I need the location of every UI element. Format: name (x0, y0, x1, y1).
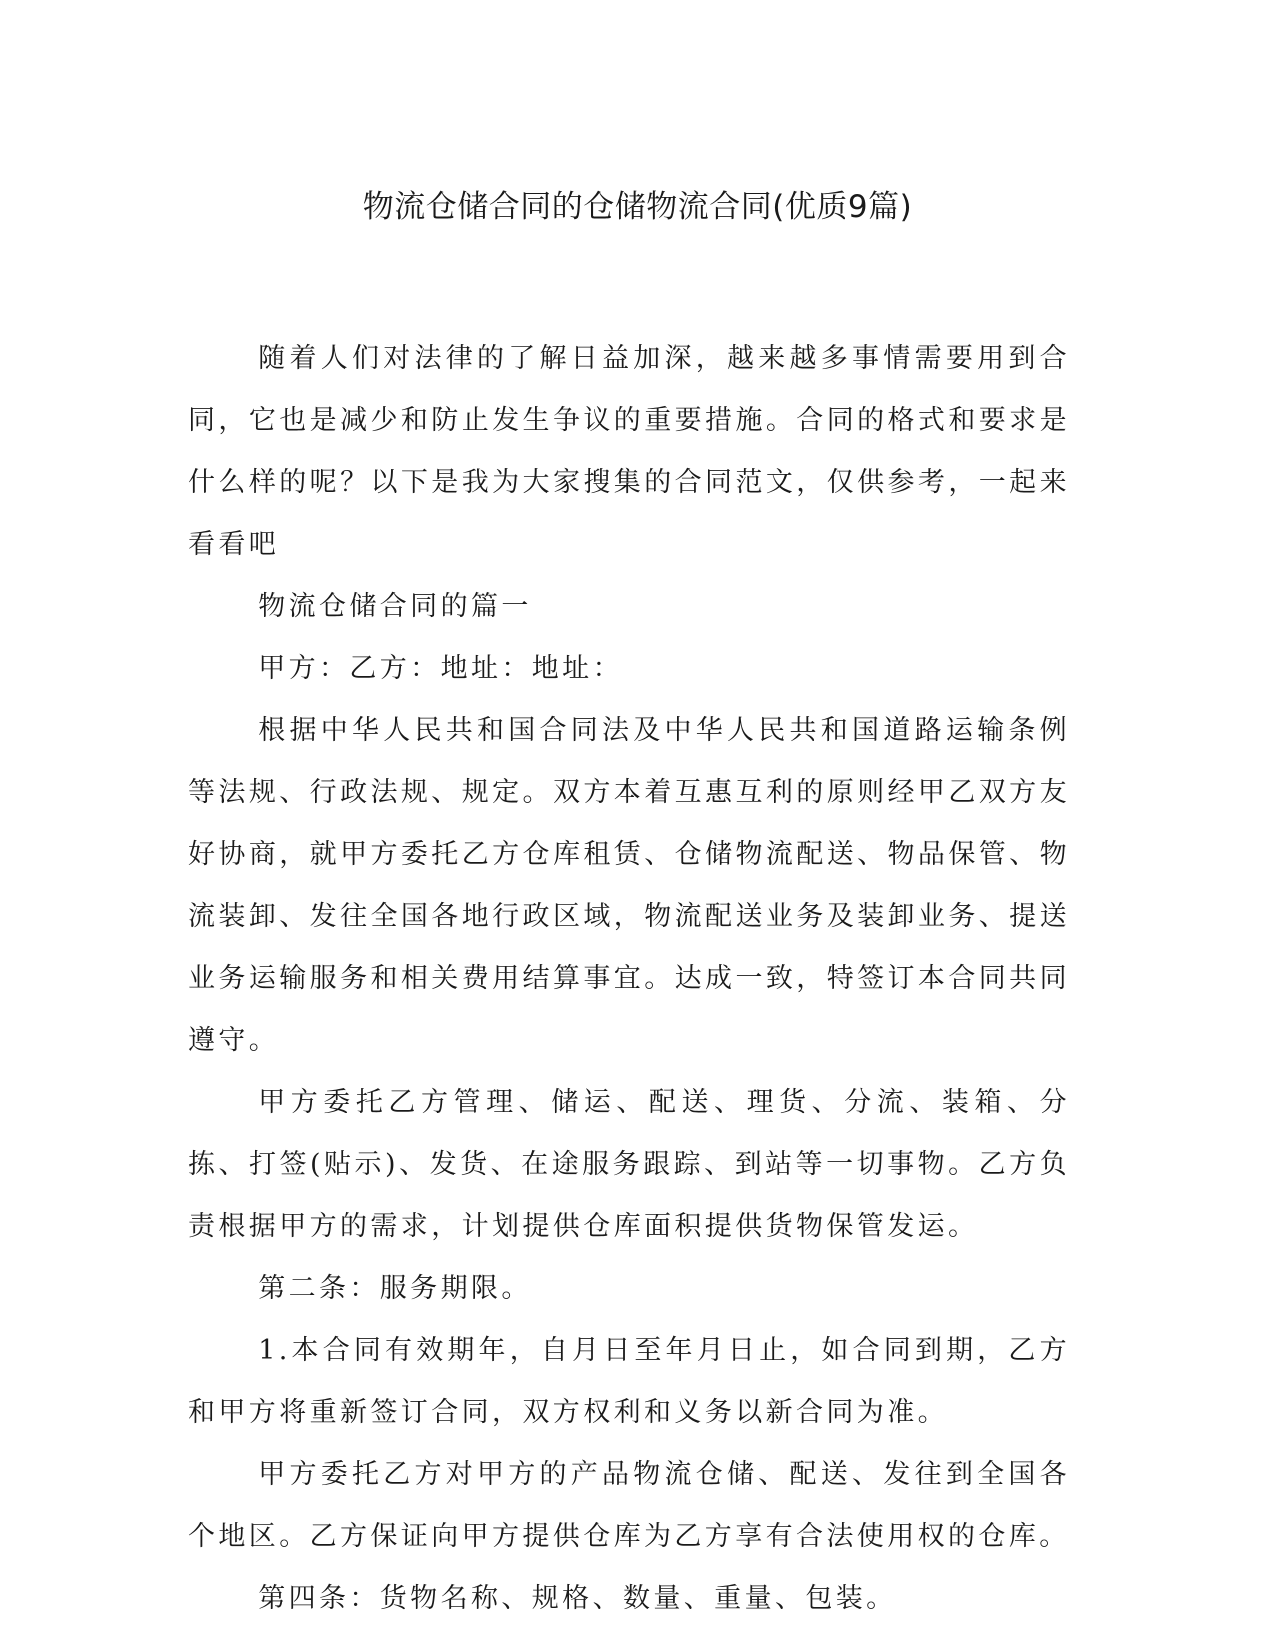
paragraph-article-2-heading: 第二条：服务期限。 (258, 1273, 532, 1304)
paragraph-term: 1.本合同有效期年，自月日至年月日止，如合同到期，乙方和甲方将重新签订合同，双方权利和义务以新合同为准。 (188, 1335, 1070, 1428)
paragraph-article-4-heading: 第四条：货物名称、规格、数量、重量、包装。 (258, 1583, 897, 1614)
paragraph-intro: 随着人们对法律的了解日益加深，越来越多事情需要用到合同，它也是减少和防止发生争议的重要措施。合同的格式和要求是什么样的呢？以下是我为大家搜集的合同范文，仅供参考，一起来看看吧 (188, 343, 1070, 560)
paragraph-warehouse: 甲方委托乙方对甲方的产品物流仓储、配送、发往到全国各个地区。乙方保证向甲方提供仓库为乙方享有合法使用权的仓库。 (188, 1459, 1070, 1552)
paragraph-section-heading: 物流仓储合同的篇一 (258, 591, 532, 622)
document-body (188, 328, 1070, 1630)
paragraph-scope: 甲方委托乙方管理、储运、配送、理货、分流、装箱、分拣、打签(贴示)、发货、在途服务跟踪、到站等一切事物。乙方负责根据甲方的需求，计划提供仓库面积提供货物保管发运。 (188, 1087, 1070, 1242)
document-title: 物流仓储合同的仓储物流合同(优质9篇) (362, 189, 913, 225)
paragraph-parties: 甲方：乙方：地址：地址： (258, 653, 623, 684)
paragraph-basis: 根据中华人民共和国合同法及中华人民共和国道路运输条例等法规、行政法规、规定。双方本着互惠互利的原则经甲乙双方友好协商，就甲方委托乙方仓库租赁、仓储物流配送、物品保管、物流装卸、发往全国各地行政区域，物流配送业务及装卸业务、提送业务运输服务和相关费用结算事宜。达成一致，特签订本合同共同遵守。 (188, 715, 1070, 1056)
